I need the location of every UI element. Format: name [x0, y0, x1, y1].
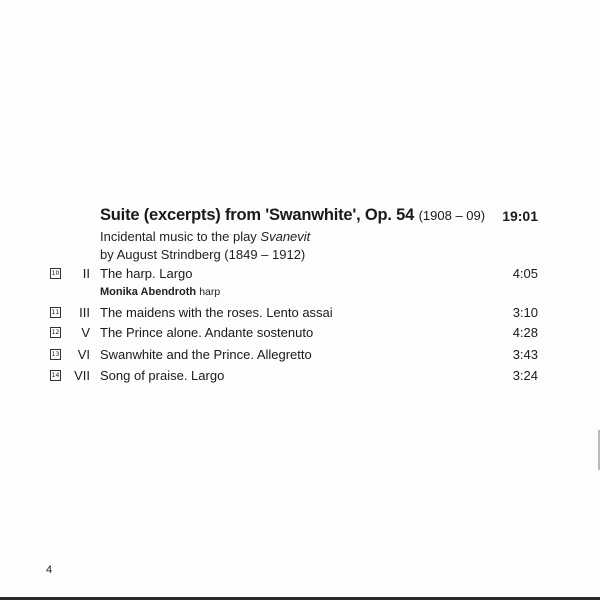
- work-title: Suite (excerpts) from 'Swanwhite', Op. 54: [100, 206, 415, 224]
- track-row: [0, 325, 600, 345]
- subtitle-prefix: Incidental music to the play: [100, 229, 261, 244]
- track-row: [0, 266, 600, 286]
- track-title: The harp. Largo: [100, 266, 193, 281]
- work-subtitle: [100, 229, 310, 244]
- movement-number: VII: [74, 368, 90, 383]
- track-number: 11: [51, 309, 60, 316]
- track-title: The maidens with the roses. Lento assai: [100, 305, 333, 320]
- track-title: Song of praise. Largo: [100, 368, 225, 383]
- work-duration: 19:01: [502, 208, 538, 224]
- track-number: 14: [51, 372, 60, 379]
- work-heading: [100, 206, 540, 225]
- track-time: 3:43: [512, 347, 538, 362]
- track-time: 4:05: [512, 266, 538, 281]
- movement-number: III: [79, 305, 90, 320]
- work-author-line: by August Strindberg (1849 – 1912): [100, 247, 306, 262]
- track-time: 4:28: [512, 325, 538, 340]
- track-time: 3:24: [512, 368, 538, 383]
- performer-credit: [100, 286, 220, 298]
- track-row: [0, 305, 600, 325]
- performer-name: Monika Abendroth: [100, 286, 197, 298]
- subtitle-play: Svanevit: [260, 229, 311, 244]
- movement-number: II: [82, 266, 90, 281]
- track-row: [0, 368, 600, 388]
- track-number: 10: [51, 270, 60, 277]
- track-row: [0, 347, 600, 367]
- track-number: 12: [51, 329, 60, 336]
- track-title: The Prince alone. Andante sostenuto: [100, 325, 314, 340]
- work-years: (1908 – 09): [418, 208, 486, 223]
- track-number: 13: [51, 351, 60, 358]
- page-number: 4: [46, 564, 53, 576]
- performer-instrument: harp: [199, 286, 221, 298]
- track-time: 3:10: [512, 305, 538, 320]
- track-title: Swanwhite and the Prince. Allegretto: [100, 347, 312, 362]
- movement-number: VI: [77, 347, 90, 362]
- movement-number: V: [81, 325, 90, 340]
